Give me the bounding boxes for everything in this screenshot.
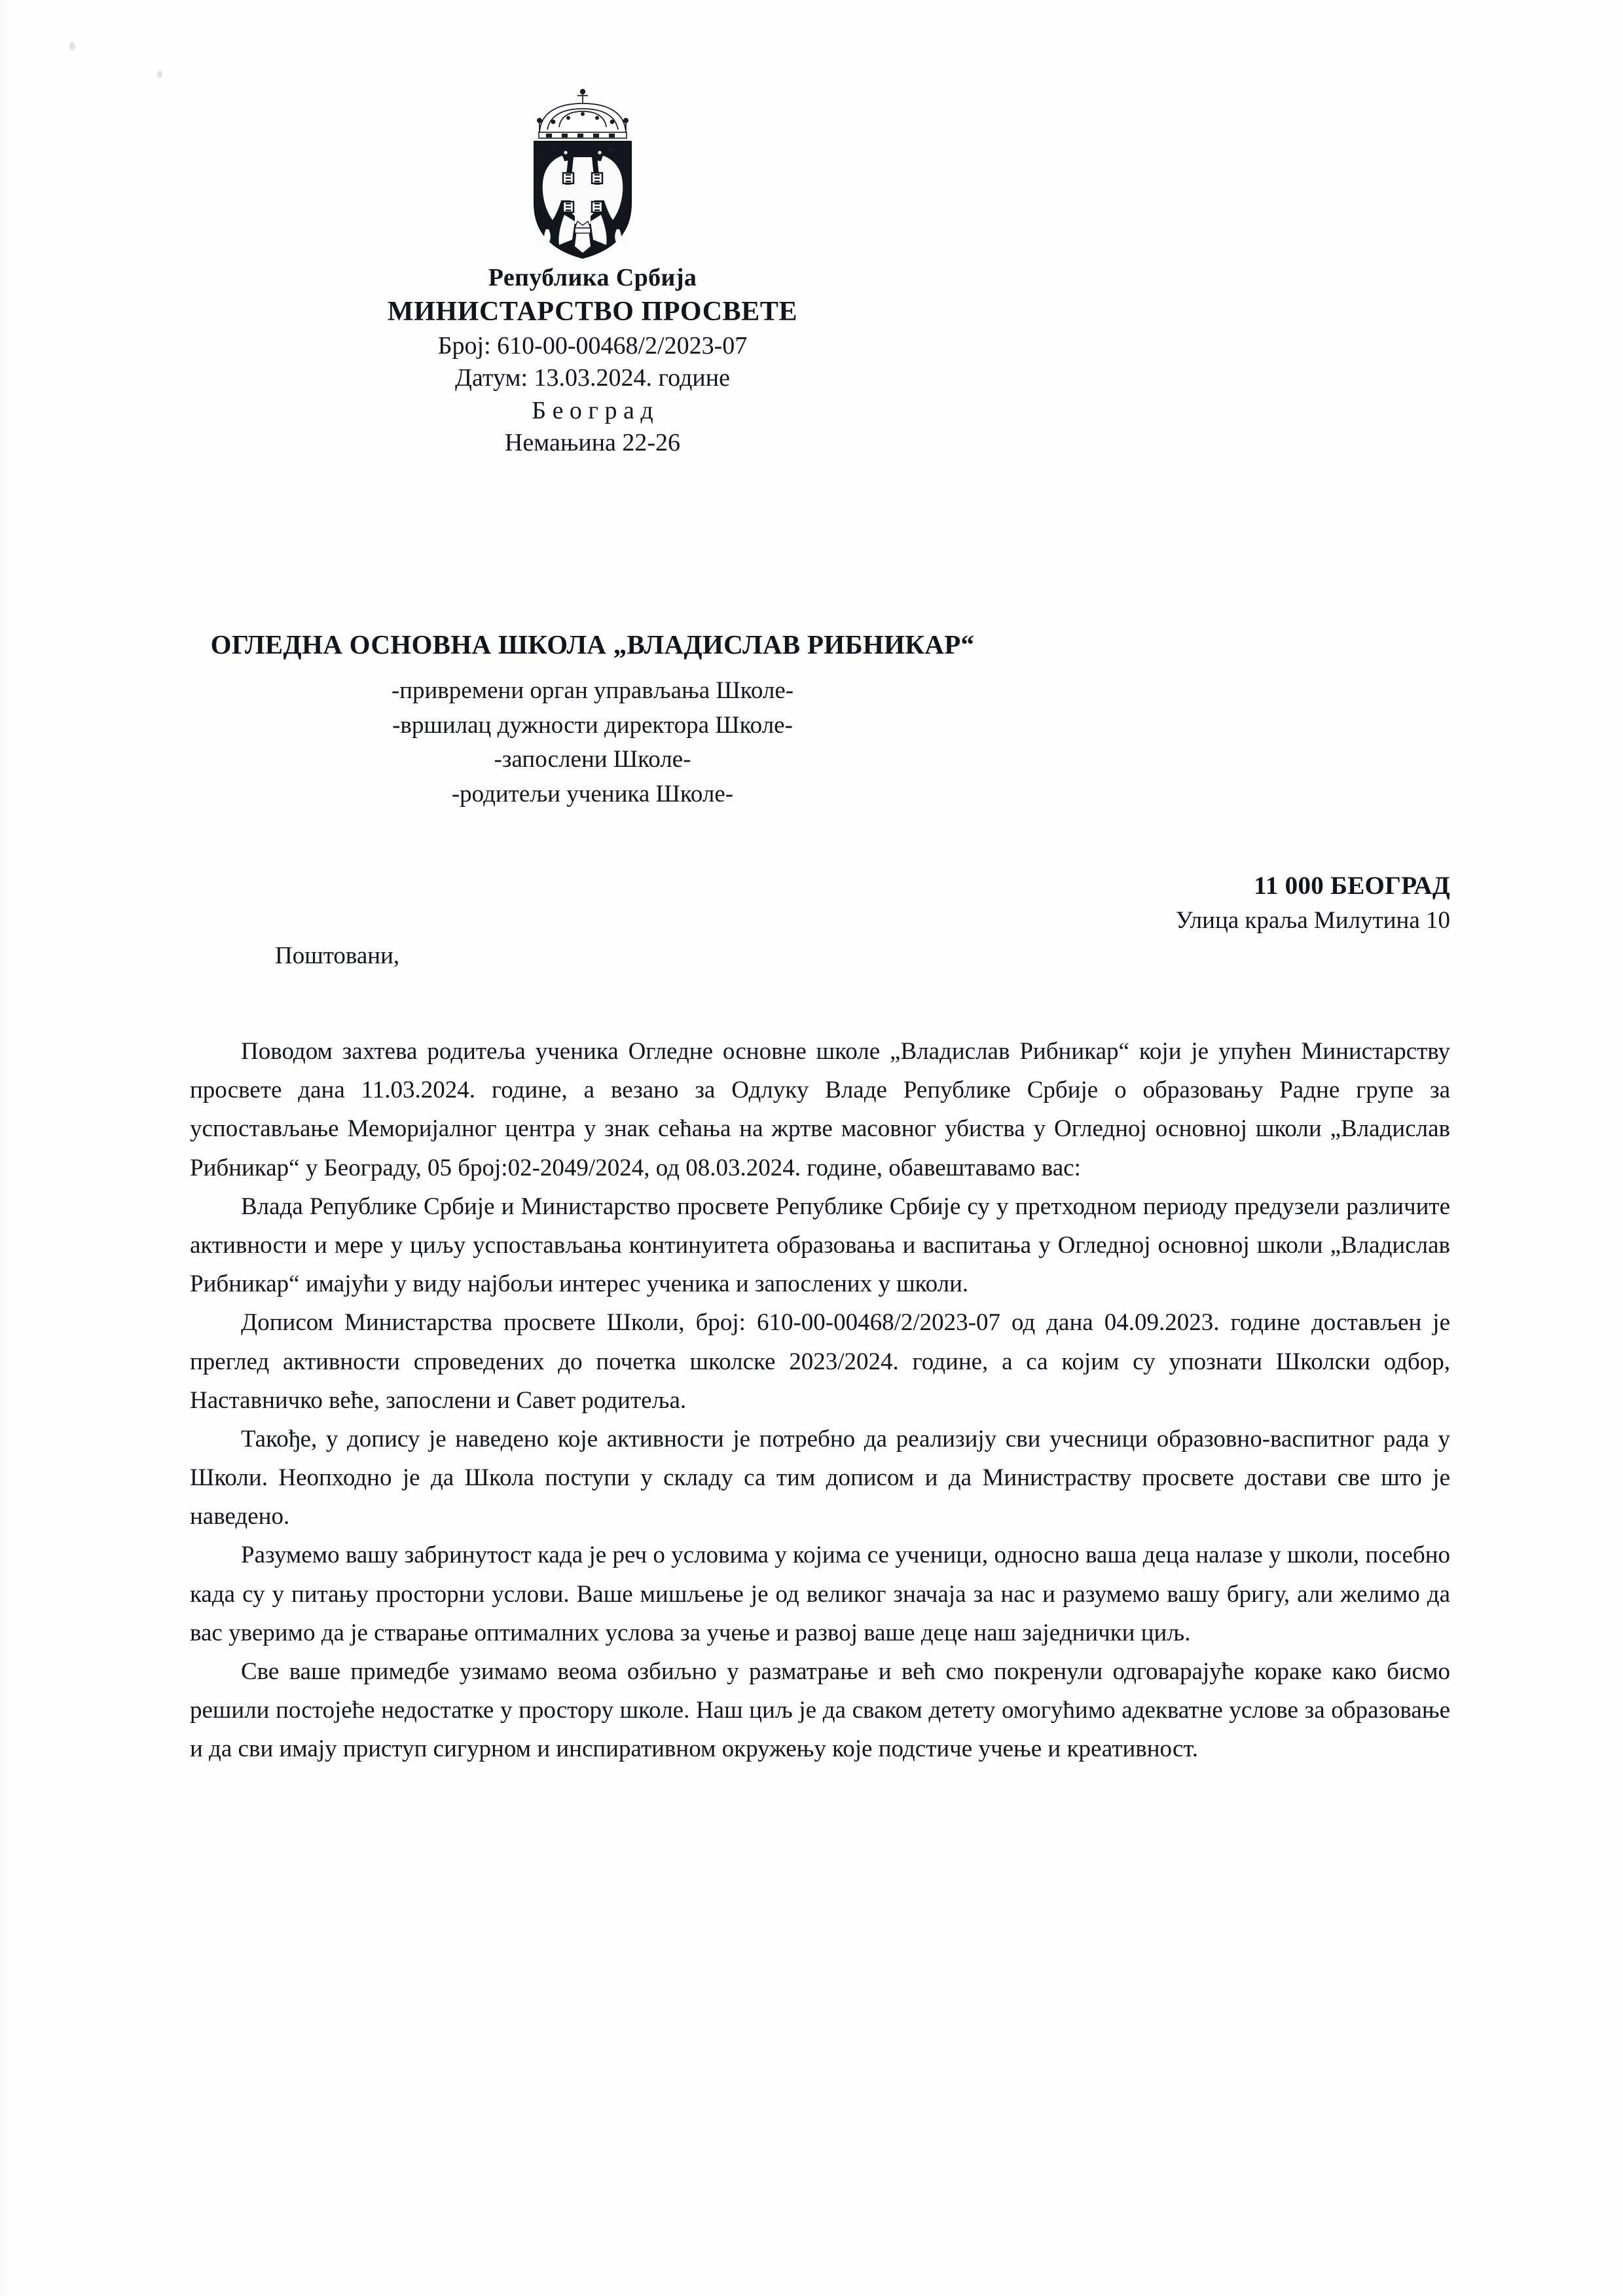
addressee-line-2: -вршилац дужности директора Школе- (392, 711, 793, 739)
coat-of-arms-icon (517, 84, 648, 262)
letter-body (190, 1032, 1450, 1769)
recipient-street: Улица краља Милутина 10 (1175, 907, 1450, 935)
letterhead-block (0, 262, 1185, 460)
addressee-school-title: ОГЛЕДНА ОСНОВНА ШКОЛА „ВЛАДИСЛАВ РИБНИКАР“ (210, 629, 975, 659)
addressee-line-1: -привремени орган управљања Школе- (391, 677, 794, 705)
body-paragraph-3: Дописом Министарства просвете Школи, број: 610-00-00468/2/2023-07 од дана 04.09.2023. године достављен је преглед активности спроведених до почетка школске 2023/2024. године, а са којим су упознати Школски одбор, Наставничко веће, запослени и Савет родитеља. (190, 1309, 1450, 1414)
recipient-address-block (1176, 868, 1450, 938)
letterhead-city: Б е о г р а д (532, 396, 653, 424)
letterhead-republic: Република Србија (488, 264, 697, 291)
body-paragraph-2: Влада Републике Србије и Министарство просвете Републике Србије су у претходном периоду предузели различите активности и мере у циљу успостављања континуитета образовања и васпитања у Огледној основној школи „Владислав Рибникар“ имајући у виду најбољи интерес ученика и запослених у школи. (190, 1193, 1450, 1298)
letterhead-date: Датум: 13.03.2024. године (455, 364, 730, 392)
recipient-city: 11 000 БЕОГРАД (1254, 872, 1450, 900)
letterhead-ministry: МИНИСТАРСТВО ПРОСВЕТЕ (387, 297, 798, 327)
body-paragraph-4: Такође, у допису је наведено које активности је потребно да реализију сви учесници образовно-васпитног рада у Школи. Неопходно је да Школа поступи у складу са тим дописом и да Министраству просвете достави све што је наведено. (190, 1425, 1450, 1530)
addressee-line-3: -запослени Школе- (494, 746, 691, 773)
addressee-line-4: -родитељи ученика Школе- (451, 780, 734, 807)
letterhead-street: Немањина 22-26 (504, 429, 681, 457)
salutation: Поштовани, (275, 942, 400, 969)
addressee-block (0, 625, 1185, 811)
letterhead-number: Број: 610-00-00468/2/2023-07 (437, 331, 748, 360)
body-paragraph-5: Разумемо вашу забринутост када је реч о условима у којима се ученици, односно ваша деца налазе у школи, посебно када су у питању просторни услови. Ваше мишљење је од великог значаја за нас и разумемо вашу бригу, али желимо да вас уверимо да је стварање оптималних услова за учење и развој ваше деце наш заједнички циљ. (190, 1542, 1450, 1646)
body-paragraph-1: Поводом захтева родитеља ученика Огледне основне школе „Владислав Рибникар“ који је упућен Министарству просвете дана 11.03.2024. године, а везано за Одлуку Владе Републике Србије о образовању Радне групе за успостављање Меморијалног центра у знак сећања на жртве масовног убиства у Огледној основној школи „Владислав Рибникар“ у Београду, 05 број:02-2049/2024, од 08.03.2024. године, обавештавамо вас: (190, 1038, 1450, 1181)
body-paragraph-6: Све ваше примедбе узимамо веома озбиљно у разматрање и већ смо покренули одговарајуће кораке како бисмо решили постојеће недостатке у простору школе. Наш циљ је да сваком детету омогућимо адекватне услове за образовање и да сви имају приступ сигурном и инспиративном окружењу које подстиче учење и креативност. (190, 1658, 1450, 1763)
scan-speck (69, 42, 75, 50)
scan-speck (157, 71, 162, 78)
